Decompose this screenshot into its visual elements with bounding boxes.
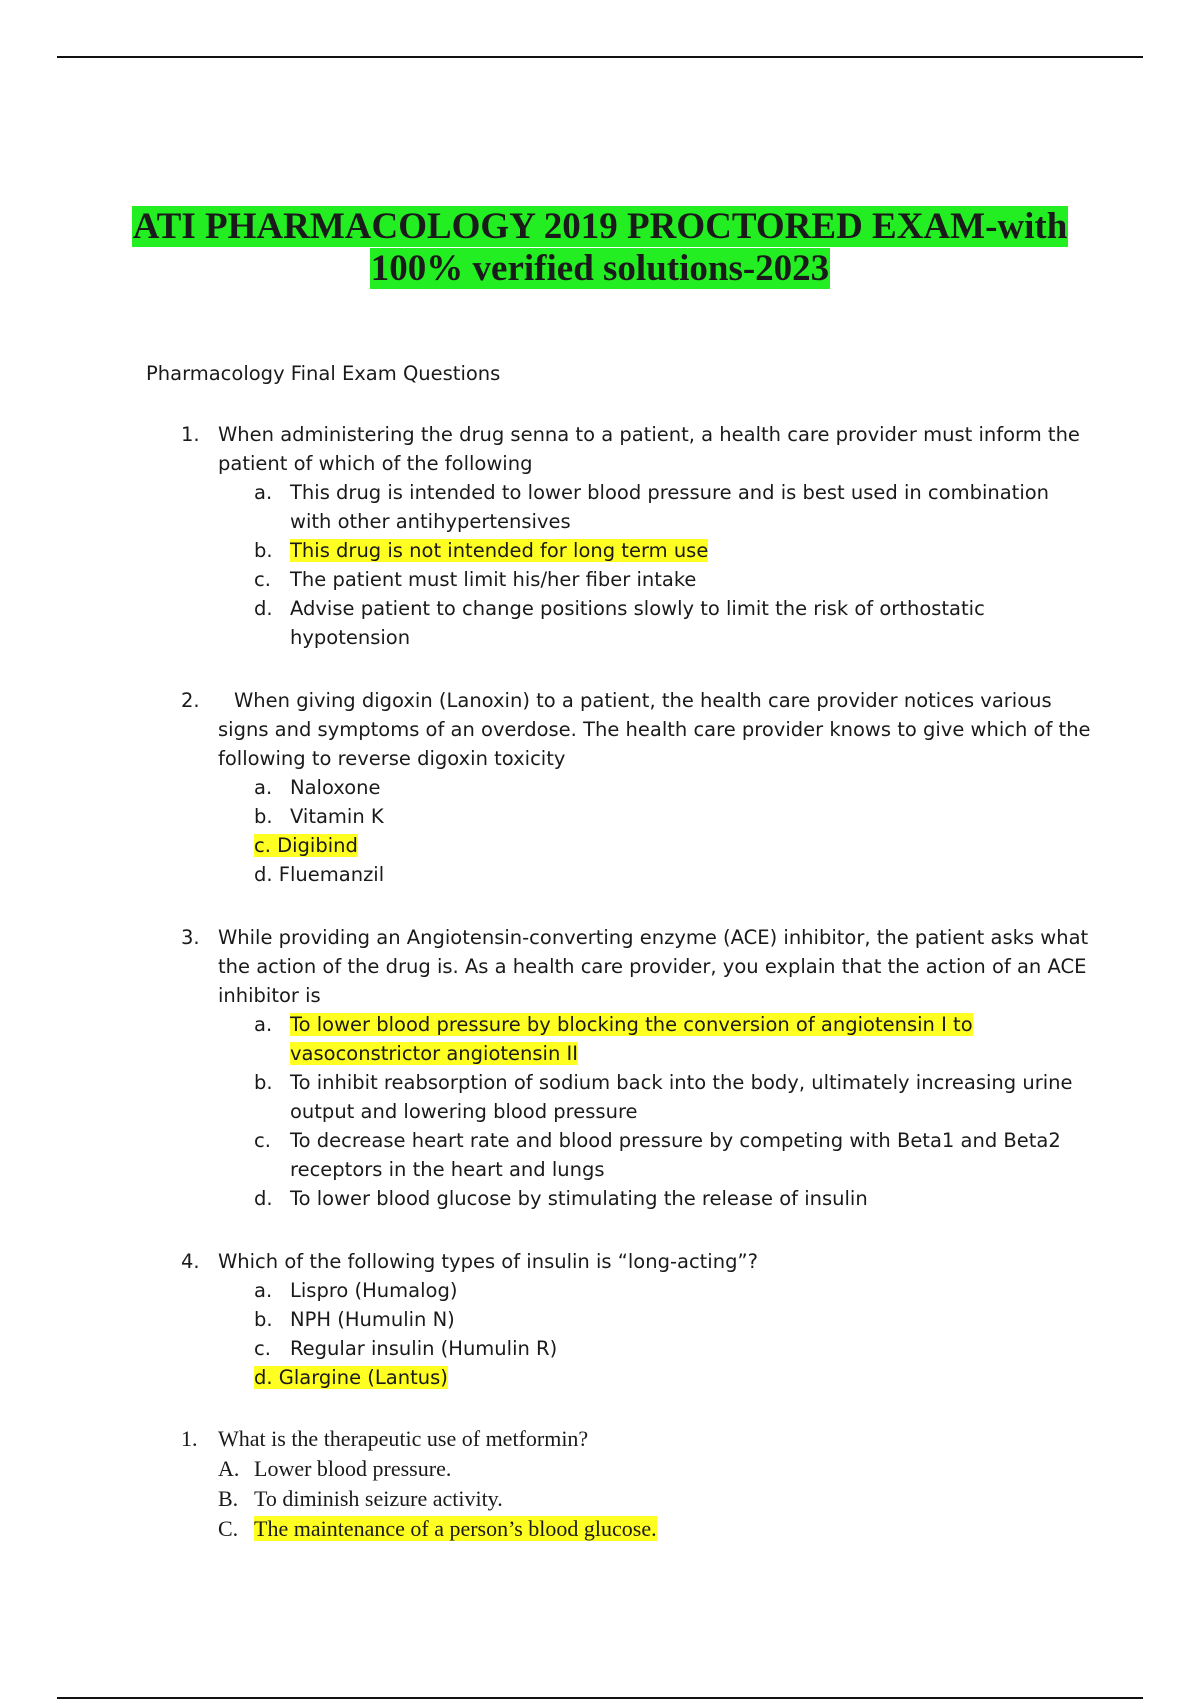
- question-number: 1.: [181, 1426, 198, 1451]
- question-1: [181, 420, 1091, 652]
- question-stem: When administering the drug senna to a patient, a health care provider must inform the patient of which of the following: [218, 423, 1080, 475]
- option-a: A. Lower blood pressure.: [218, 1456, 452, 1481]
- option-a: a. This drug is intended to lower blood pressure and is best used in combination with other antihypertensives: [254, 481, 1050, 533]
- option-a: a. Naloxone: [254, 776, 381, 799]
- option-c: c. To decrease heart rate and blood pressure by competing with Beta1 and Beta2 receptors in the heart and lungs: [254, 1129, 1061, 1181]
- question-stem: Which of the following types of insulin is “long-acting”?: [218, 1250, 758, 1273]
- option-a-answer: a. To lower blood pressure by blocking the conversion of angiotensin I to vasoconstrictor angiotensin II: [254, 1013, 973, 1065]
- option-c-answer: C. The maintenance of a person’s blood glucose.: [218, 1516, 657, 1541]
- option-b: b. Vitamin K: [254, 805, 384, 828]
- option-d-answer: d. Glargine (Lantus): [254, 1366, 448, 1389]
- question-3: [181, 923, 1091, 1213]
- question-5: [181, 1424, 1091, 1544]
- option-c-answer: c. Digibind: [254, 834, 358, 857]
- option-a: a. Lispro (Humalog): [254, 1279, 458, 1302]
- option-b: B. To diminish seizure activity.: [218, 1486, 503, 1511]
- question-stem: When giving digoxin (Lanoxin) to a patient, the health care provider notices various signs and symptoms of an overdose. The health care provider knows to give which of the following to reverse digoxin toxicity: [218, 689, 1091, 770]
- question-2: [181, 686, 1091, 889]
- question-number: 2.: [181, 689, 200, 712]
- question-4: [181, 1247, 1091, 1392]
- option-b: b. To inhibit reabsorption of sodium back into the body, ultimately increasing urine output and lowering blood pressure: [254, 1071, 1073, 1123]
- option-c: c. The patient must limit his/her fiber intake: [254, 568, 697, 591]
- document-title: [0, 206, 1200, 290]
- option-d: d. To lower blood glucose by stimulating the release of insulin: [254, 1187, 868, 1210]
- option-c: c. Regular insulin (Humulin R): [254, 1337, 558, 1360]
- bottom-rule: [57, 1697, 1143, 1699]
- question-number: 1.: [181, 423, 200, 446]
- question-number: 3.: [181, 926, 200, 949]
- title-line-2: 100% verified solutions-2023: [370, 248, 830, 289]
- option-b-answer: b. This drug is not intended for long term use: [254, 539, 709, 562]
- top-rule: [57, 56, 1143, 58]
- option-d: d. Advise patient to change positions slowly to limit the risk of orthostatic hypotension: [254, 597, 985, 649]
- option-d: d. Fluemanzil: [254, 863, 385, 886]
- title-line-1: ATI PHARMACOLOGY 2019 PROCTORED EXAM-with: [132, 206, 1068, 247]
- section-heading: Pharmacology Final Exam Questions: [146, 362, 501, 385]
- question-number: 4.: [181, 1250, 200, 1273]
- question-stem: While providing an Angiotensin-converting enzyme (ACE) inhibitor, the patient asks what the action of the drug is. As a health care provider, you explain that the action of an ACE inhibitor is: [218, 926, 1089, 1007]
- option-b: b. NPH (Humulin N): [254, 1308, 455, 1331]
- question-stem: What is the therapeutic use of metformin?: [218, 1426, 589, 1451]
